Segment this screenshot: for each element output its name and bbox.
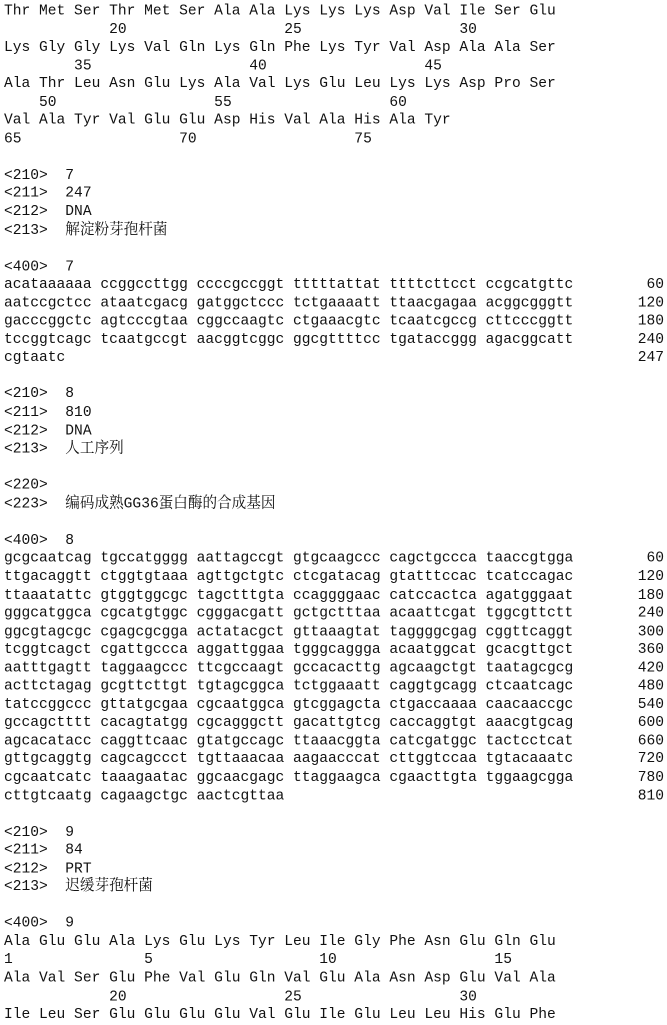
sequence-line [4, 532, 664, 550]
line-text: ggcgtagcgc cgagcgcgga actatacgct gttaaagtat taggggcgag cggttcaggt [4, 623, 573, 641]
sequence-line [4, 331, 664, 349]
sequence-line [4, 824, 664, 842]
line-text: gccagctttt cacagtatgg cgcagggctt gacattgtcg caccaggtgt aaacgtgcag [4, 715, 573, 733]
line-text: tatccggccc gttatgcgaa cgcaatggca gtcggagcta ctgaccaaaa caacaaccgc [4, 696, 573, 714]
sequence-line [4, 3, 664, 21]
line-text: aatttgagtt taggaagccc ttcgccaagt gccacacttg agcaagctgt taatagcgcg [4, 660, 573, 678]
line-text: tccggtcagc tcaatgccgt aacggtcggc ggcgttttcc tgataccggg agacggcatt [4, 331, 573, 349]
line-text: <213> 迟缓芽孢杆菌 [4, 879, 153, 897]
residue-count: 480 [624, 678, 664, 696]
residue-count: 420 [624, 660, 664, 678]
line-text: acataaaaaa ccggccttgg ccccgccggt tttttattat ttttcttcct ccgcatgttc [4, 277, 573, 295]
sequence-line [4, 660, 664, 678]
line-text: Val Ala Tyr Val Glu Glu Asp His Val Ala His Ala Tyr [4, 112, 451, 130]
line-text: <210> 9 [4, 824, 74, 842]
line-text: tcggtcagct cgattgccca aggattggaa tgggcaggga acaatggcat gcacgttgct [4, 642, 573, 660]
sequence-line [4, 350, 664, 368]
sequence-line [4, 112, 664, 130]
residue-count: 360 [624, 642, 664, 660]
sequence-line [4, 733, 664, 751]
sequence-line [4, 788, 664, 806]
sequence-line [4, 368, 664, 386]
line-text: acttctagag gcgttcttgt tgtagcggca tctggaaatt caggtgcagg ctcaatcagc [4, 678, 573, 696]
line-text: <400> 8 [4, 532, 74, 550]
sequence-line [4, 149, 664, 167]
residue-count: 780 [624, 769, 664, 787]
sequence-line [4, 258, 664, 276]
line-text: agcacatacc caggttcaac gtatgccagc ttaaacggta catcgatggc tactcctcat [4, 733, 573, 751]
sequence-line [4, 842, 664, 860]
sequence-line [4, 550, 664, 568]
sequence-line [4, 167, 664, 185]
sequence-line [4, 605, 664, 623]
sequence-line [4, 623, 664, 641]
sequence-line [4, 1007, 664, 1025]
residue-count: 240 [624, 331, 664, 349]
sequence-line [4, 277, 664, 295]
sequence-line [4, 204, 664, 222]
sequence-line [4, 751, 664, 769]
residue-count: 247 [624, 350, 664, 368]
line-text: cgcaatcatc taaagaatac ggcaacgagc ttaggaagca cgaacttgta tggaagcgga [4, 769, 573, 787]
sequence-line [4, 769, 664, 787]
line-text: <211> 247 [4, 185, 92, 203]
residue-count: 240 [624, 605, 664, 623]
sequence-line [4, 514, 664, 532]
sequence-line [4, 496, 664, 514]
line-text: cttgtcaatg cagaagctgc aactcgttaa [4, 788, 284, 806]
line-text: Ala Val Ser Glu Phe Val Glu Gln Val Glu Ala Asn Asp Glu Val Ala [4, 970, 556, 988]
sequence-line [4, 386, 664, 404]
residue-count: 720 [624, 751, 664, 769]
line-text: gggcatggca cgcatgtggc cgggacgatt gctgctttaa acaattcgat tggcgttctt [4, 605, 573, 623]
sequence-line [4, 58, 664, 76]
residue-count: 180 [624, 313, 664, 331]
sequence-line [4, 131, 664, 149]
line-text: gacccggctc agtcccgtaa cggccaagtc ctgaaacgtc tcaatcgccg cttcccggtt [4, 313, 573, 331]
line-text: <212> DNA [4, 204, 92, 222]
line-text: <223> 编码成熟GG36蛋白酶的合成基因 [4, 496, 275, 514]
line-text: 20 25 30 [4, 21, 477, 39]
sequence-line [4, 477, 664, 495]
sequence-line [4, 94, 664, 112]
sequence-line [4, 404, 664, 422]
sequence-line [4, 970, 664, 988]
sequence-line [4, 185, 664, 203]
line-text: 35 40 45 [4, 58, 442, 76]
sequence-line [4, 569, 664, 587]
line-text: Ala Thr Leu Asn Glu Lys Ala Val Lys Glu Leu Lys Lys Asp Pro Ser [4, 76, 556, 94]
line-text: ttgacaggtt ctggtgtaaa agttgctgtc ctcgatacag gtatttccac tcatccagac [4, 569, 573, 587]
sequence-line [4, 21, 664, 39]
sequence-line [4, 459, 664, 477]
sequence-line [4, 76, 664, 94]
line-text: Lys Gly Gly Lys Val Gln Lys Gln Phe Lys Tyr Val Asp Ala Ala Ser [4, 39, 556, 57]
line-text: <210> 7 [4, 167, 74, 185]
line-text: gttgcaggtg cagcagccct tgttaaacaa aagaacccat cttggtccaa tgtacaaatc [4, 751, 573, 769]
sequence-line [4, 806, 664, 824]
sequence-line [4, 952, 664, 970]
residue-count: 660 [624, 733, 664, 751]
line-text: <213> 人工序列 [4, 441, 124, 459]
line-text: 20 25 30 [4, 988, 477, 1006]
sequence-line [4, 915, 664, 933]
residue-count: 60 [624, 550, 664, 568]
sequence-line [4, 897, 664, 915]
residue-count: 540 [624, 696, 664, 714]
sequence-line [4, 861, 664, 879]
line-text: cgtaatc [4, 350, 65, 368]
line-text: <211> 810 [4, 404, 92, 422]
line-text: <400> 9 [4, 915, 74, 933]
residue-count: 600 [624, 715, 664, 733]
residue-count: 120 [624, 569, 664, 587]
sequence-line [4, 642, 664, 660]
sequence-line [4, 934, 664, 952]
residue-count: 180 [624, 587, 664, 605]
residue-count: 810 [624, 788, 664, 806]
line-text: 1 5 10 15 [4, 952, 512, 970]
sequence-line [4, 988, 664, 1006]
sequence-line [4, 441, 664, 459]
residue-count: 120 [624, 295, 664, 313]
line-text: 50 55 60 [4, 94, 407, 112]
sequence-line [4, 423, 664, 441]
line-text: <213> 解淀粉芽孢杆菌 [4, 222, 167, 240]
sequence-line [4, 587, 664, 605]
sequence-listing-page [4, 3, 664, 1025]
sequence-line [4, 715, 664, 733]
line-text: 65 70 75 [4, 131, 372, 149]
residue-count: 300 [624, 623, 664, 641]
sequence-line [4, 295, 664, 313]
sequence-line [4, 696, 664, 714]
line-text: gcgcaatcag tgccatgggg aattagccgt gtgcaagccc cagctgccca taaccgtgga [4, 550, 573, 568]
line-text: <210> 8 [4, 386, 74, 404]
sequence-line [4, 678, 664, 696]
line-text: <212> PRT [4, 861, 92, 879]
line-text: Thr Met Ser Thr Met Ser Ala Ala Lys Lys Lys Asp Val Ile Ser Glu [4, 3, 556, 21]
sequence-line [4, 879, 664, 897]
line-text: aatccgctcc ataatcgacg gatggctccc tctgaaaatt ttaacgagaa acggcgggtt [4, 295, 573, 313]
sequence-line [4, 240, 664, 258]
line-text: Ala Glu Glu Ala Lys Glu Lys Tyr Leu Ile Gly Phe Asn Glu Gln Glu [4, 934, 556, 952]
sequence-line [4, 313, 664, 331]
line-text: <400> 7 [4, 258, 74, 276]
line-text: ttaaatattc gtggtggcgc tagctttgta ccaggggaac catccactca agatgggaat [4, 587, 573, 605]
line-text: <212> DNA [4, 423, 92, 441]
line-text: <220> [4, 477, 48, 495]
line-text: Ile Leu Ser Glu Glu Glu Glu Val Glu Ile Glu Leu Leu His Glu Phe [4, 1007, 556, 1025]
residue-count: 60 [624, 277, 664, 295]
sequence-line [4, 222, 664, 240]
sequence-line [4, 39, 664, 57]
line-text: <211> 84 [4, 842, 83, 860]
